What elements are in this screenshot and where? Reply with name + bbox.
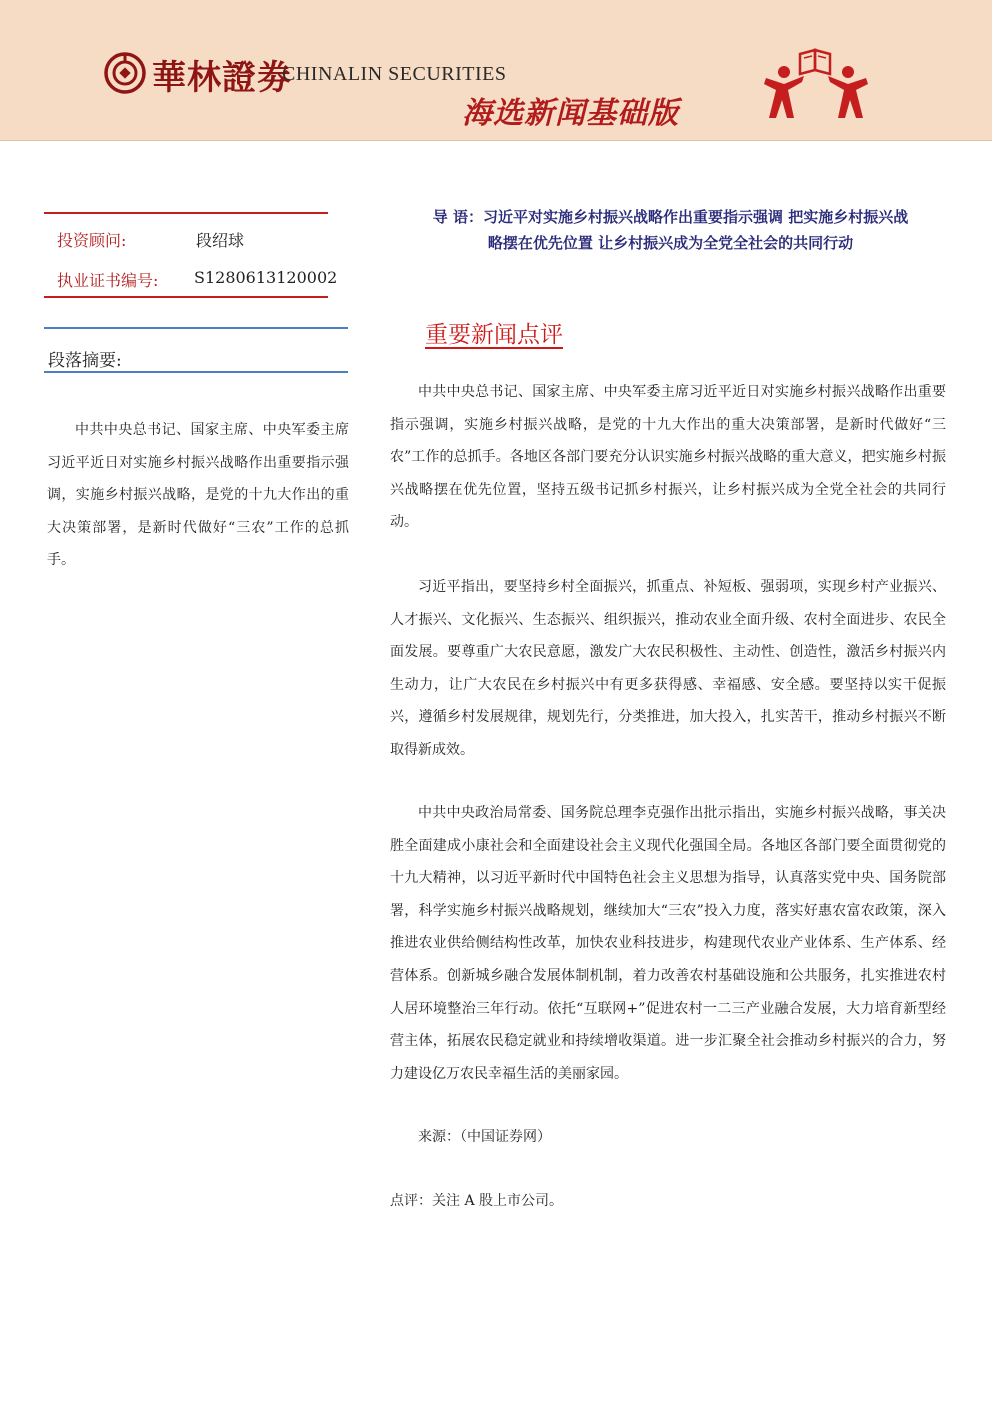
- lead-headline: [388, 204, 953, 256]
- advisor-bottom-rule: [44, 296, 328, 298]
- news-paragraph-2: 习近平指出，要坚持乡村全面振兴，抓重点、补短板、强弱项，实现乡村产业振兴、人才振兴、文化振兴、生态振兴、组织振兴，推动农业全面升级、农村全面进步、农民全面发展。要尊重广大农民意愿，激发广大农民积极性、主动性、创造性，激活乡村振兴内生动力，让广大农民在乡村振兴中有更多获得感、幸福感、安全感。要坚持以实干促振兴，遵循乡村发展规律，规划先行，分类推进，加大投入，扎实苦干，推动乡村振兴不断取得新成效。: [390, 579, 946, 758]
- header-band: [0, 0, 992, 141]
- news-paragraph-3: 中共中央政治局常委、国务院总理李克强作出批示指出，实施乡村振兴战略，事关决胜全面建成小康社会和全面建设社会主义现代化强国全局。各地区各部门要全面贯彻党的十九大精神，以习近平新时代中国特色社会主义思想为指导，认真落实党中央、国务院部署，科学实施乡村振兴战略规划，继续加大“三农”投入力度，落实好惠农富农政策，深入推进农业供给侧结构性改革，加快农业科技进步，构建现代农业产业体系、生产体系、经营体系。创新城乡融合发展体制机制，着力改善农村基础设施和公共服务，扎实推进农村人居环境整治三年行动。依托“互联网+”促进农村一二三产业融合发展，大力培育新型经营主体，拓展农民稳定就业和持续增收渠道。进一步汇聚全社会推动乡村振兴的合力，努力建设亿万农民幸福生活的美丽家园。: [390, 805, 946, 1082]
- company-name-cn: 華林證劵: [152, 58, 292, 98]
- news-source: 来源：（中国证券网）: [418, 1129, 551, 1145]
- abstract-body: 中共中央总书记、国家主席、中央军委主席习近平近日对实施乡村振兴战略作出重要指示强调，实施乡村振兴战略，是党的十九大作出的重大决策部署，是新时代做好“三农”工作的总抓手。: [47, 422, 349, 568]
- news-paragraph-1: 中共中央总书记、国家主席、中央军委主席习近平近日对实施乡村振兴战略作出重要指示强调，实施乡村振兴战略，是党的十九大作出的重大决策部署，是新时代做好“三农”工作的总抓手。各地区各部门要充分认识实施乡村振兴战略的重大意义，把实施乡村振兴战略摆在优先位置，坚持五级书记抓乡村振兴，让乡村振兴成为全党全社会的共同行动。: [390, 384, 946, 531]
- advisor-label: 投资顾问:: [57, 231, 127, 250]
- license-label: 执业证书编号:: [57, 271, 159, 290]
- news-comment: 点评：关注 A 股上市公司。: [390, 1193, 564, 1209]
- abstract-bottom-rule: [44, 371, 348, 373]
- advisor-name: 段绍球: [196, 231, 245, 250]
- section-title: 重要新闻点评: [425, 322, 563, 348]
- company-name-en: CHINALIN SECURITIES: [282, 63, 507, 85]
- abstract-title: 段落摘要:: [48, 351, 122, 371]
- advisor-top-rule: [44, 212, 328, 214]
- readers-mascot-icon: [760, 42, 872, 124]
- chinalin-coin-logo-icon: [104, 52, 146, 94]
- lead-line-1: 导 语：习近平对实施乡村振兴战略作出重要指示强调 把实施乡村振兴战: [432, 208, 909, 226]
- license-number: S1280613120002: [194, 268, 338, 287]
- abstract-top-rule: [44, 327, 348, 329]
- product-name: 海选新闻基础版: [462, 96, 679, 131]
- lead-line-2: 略摆在优先位置 让乡村振兴成为全党全社会的共同行动: [487, 234, 854, 252]
